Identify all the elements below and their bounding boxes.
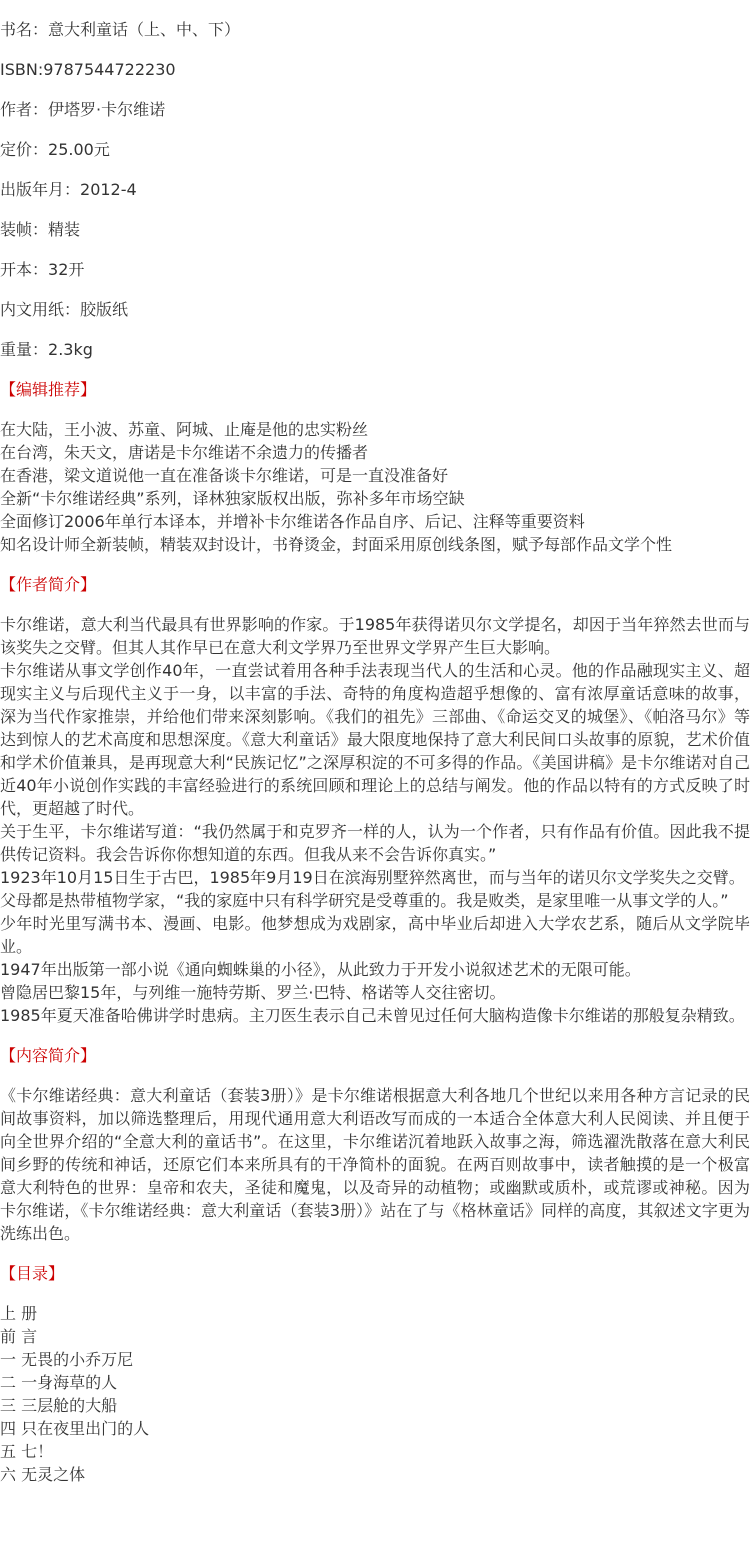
author-paragraph: 曾隐居巴黎15年，与列维一施特劳斯、罗兰·巴特、格诺等人交往密切。	[0, 983, 506, 1002]
meta-value: 伊塔罗·卡尔维诺	[48, 100, 166, 119]
meta-value: 意大利童话（上、中、下）	[48, 20, 241, 39]
meta-author	[0, 98, 750, 121]
meta-label: 书名：	[0, 20, 49, 39]
meta-label: 开本：	[0, 260, 49, 279]
meta-paper	[0, 298, 750, 321]
toc-item: 三 三层舱的大船	[0, 1396, 118, 1415]
author-paragraph: 卡尔维诺，意大利当代最具有世界影响的作家。于1985年获得诺贝尔文学提名，却因于当年猝然去世而与该奖失之交臂。但其人其作早已在意大利文学界乃至世界文学界产生巨大影响。	[0, 615, 750, 657]
meta-value: 9787544722230	[43, 60, 176, 79]
meta-price	[0, 138, 750, 161]
section-title-author: 【作者简介】	[0, 575, 97, 594]
section-body-editor	[0, 418, 750, 556]
editor-line: 在台湾，朱天文，唐诺是卡尔维诺不余遗力的传播者	[0, 443, 369, 462]
meta-label: 重量：	[0, 340, 49, 359]
meta-label: 定价：	[0, 140, 49, 159]
author-paragraph: 卡尔维诺从事文学创作40年，一直尝试着用各种手法表现当代人的生活和心灵。他的作品融现实主义、超现实主义与后现代主义于一身，以丰富的手法、奇特的角度构造超乎想像的、富有浓厚童话意味的故事，深为当代作家推崇，并给他们带来深刻影响。《我们的祖先》三部曲、《命运交叉的城堡》、《帕洛马尔》等达到惊人的艺术高度和思想深度。《意大利童话》最大限度地保持了意大利民间口头故事的原貌，艺术价值和学术价值兼具，是再现意大利“民族记忆”之深厚积淀的不可多得的作品。《美国讲稿》是卡尔维诺对自己近40年小说创作实践的丰富经验进行的系统回顾和理论上的总结与阐发。他的作品以特有的方式反映了时代，更超越了时代。	[0, 661, 750, 818]
author-paragraph: 1947年出版第一部小说《通向蜘蛛巢的小径》，从此致力于开发小说叙述艺术的无限可能。	[0, 960, 641, 979]
section-body-toc	[0, 1302, 750, 1486]
toc-item: 五 七！	[0, 1442, 54, 1461]
editor-line: 全新“卡尔维诺经典”系列，译林独家版权出版，弥补多年市场空缺	[0, 489, 465, 508]
section-title-editor: 【编辑推荐】	[0, 380, 97, 399]
meta-value: 2012-4	[80, 180, 137, 199]
meta-binding	[0, 218, 750, 241]
section-title-toc: 【目录】	[0, 1264, 65, 1283]
meta-format	[0, 258, 750, 281]
meta-value: 32开	[48, 260, 85, 279]
meta-weight	[0, 338, 750, 361]
author-paragraph: 关于生平，卡尔维诺写道：“我仍然属于和克罗齐一样的人，认为一个作者，只有作品有价值。因此我不提供传记资料。我会告诉你你想知道的东西。但我从来不会告诉你真实。”	[0, 822, 750, 864]
toc-item: 上 册	[0, 1304, 38, 1323]
editor-line: 知名设计师全新装帧，精装双封设计，书脊烫金，封面采用原创线条图，赋予每部作品文学个性	[0, 535, 673, 554]
editor-line: 在香港，梁文道说他一直在准备谈卡尔维诺，可是一直没准备好	[0, 466, 449, 485]
meta-publish-date	[0, 178, 750, 201]
toc-item: 二 一身海草的人	[0, 1373, 118, 1392]
toc-item: 六 无灵之体	[0, 1465, 86, 1484]
section-body-author	[0, 613, 750, 1027]
meta-label: 装帧：	[0, 220, 49, 239]
meta-value: 25.00元	[48, 140, 110, 159]
section-title-content: 【内容简介】	[0, 1046, 97, 1065]
author-paragraph: 父母都是热带植物学家，“我的家庭中只有科学研究是受尊重的。我是败类，是家里唯一从事文学的人。”	[0, 891, 729, 910]
meta-value: 精装	[48, 220, 81, 239]
toc-item: 前 言	[0, 1327, 38, 1346]
author-paragraph: 少年时光里写满书本、漫画、电影。他梦想成为戏剧家，高中毕业后却进入大学农艺系，随后从文学院毕业。	[0, 914, 750, 956]
meta-isbn	[0, 58, 750, 81]
meta-label: ISBN:	[0, 60, 44, 79]
meta-label: 出版年月：	[0, 180, 81, 199]
meta-value: 2.3kg	[48, 340, 93, 359]
editor-line: 全面修订2006年单行本译本，并增补卡尔维诺各作品自序、后记、注释等重要资料	[0, 512, 585, 531]
section-body-content	[0, 1084, 750, 1245]
toc-item: 四 只在夜里出门的人	[0, 1419, 150, 1438]
author-paragraph: 1923年10月15日生于古巴，1985年9月19日在滨海别墅猝然离世，而与当年的诺贝尔文学奖失之交臂。	[0, 868, 745, 887]
meta-title	[0, 18, 750, 41]
editor-line: 在大陆，王小波、苏童、阿城、止庵是他的忠实粉丝	[0, 420, 369, 439]
content-paragraph: 《卡尔维诺经典：意大利童话（套装3册）》是卡尔维诺根据意大利各地几个世纪以来用各种方言记录的民间故事资料，加以筛选整理后，用现代通用意大利语改写而成的一本适合全体意大利人民阅读、并且便于向全世界介绍的“全意大利的童话书”。在这里，卡尔维诺沉着地跃入故事之海，筛选濯洗散落在意大利民间乡野的传统和神话，还原它们本来所具有的干净简朴的面貌。在两百则故事中，读者触摸的是一个极富意大利特色的世界：皇帝和农夫，圣徒和魔鬼，以及奇异的动植物；或幽默或质朴，或荒谬或神秘。因为卡尔维诺，《卡尔维诺经典：意大利童话（套装3册）》站在了与《格林童话》同样的高度，其叙述文字更为洗练出色。	[0, 1086, 750, 1243]
toc-item: 一 无畏的小乔万尼	[0, 1350, 134, 1369]
meta-label: 内文用纸：	[0, 300, 81, 319]
author-paragraph: 1985年夏天准备哈佛讲学时患病。主刀医生表示自己未曾见过任何大脑构造像卡尔维诺的那般复杂精致。	[0, 1006, 745, 1025]
meta-label: 作者：	[0, 100, 49, 119]
meta-value: 胶版纸	[80, 300, 129, 319]
